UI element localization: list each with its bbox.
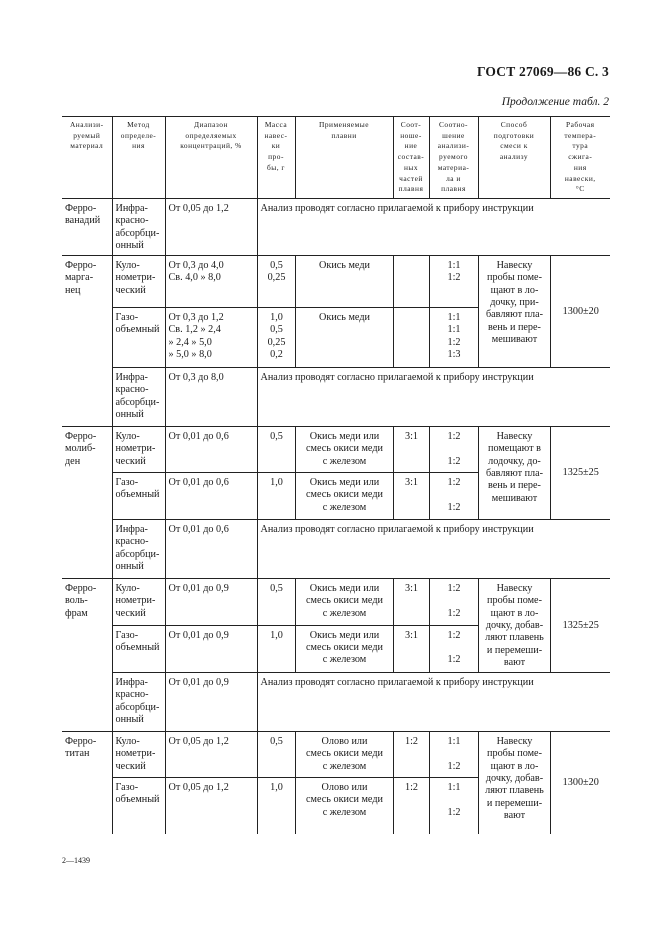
range-cell: От 0,05 до 1,2: [165, 732, 257, 778]
method-cell: Газо- объемный: [112, 778, 165, 834]
mass-cell: 0,5: [257, 427, 295, 473]
page-title: ГОСТ 27069—86 С. 3: [476, 64, 609, 79]
flux-cell: Олово или смесь окиси меди с железом: [295, 732, 393, 778]
table-continuation-label: Продолжение табл. 2: [501, 96, 609, 108]
range-cell: От 0,01 до 0,6: [165, 427, 257, 473]
ratio-cell: 1:1 1:2: [429, 778, 478, 834]
mass-cell: 0,5 0,25: [257, 256, 295, 308]
flux-parts-cell: 3:1: [393, 473, 429, 520]
method-cell: Инфра- красно- абсорбци- онный: [112, 673, 165, 732]
mass-cell: 0,5: [257, 579, 295, 626]
range-cell: От 0,01 до 0,9: [165, 579, 257, 626]
table-header-row: [62, 117, 610, 199]
analysis-methods-table: [62, 116, 610, 834]
range-cell: От 0,3 до 4,0 Св. 4,0 » 8,0: [165, 256, 257, 308]
ratio-cell: 1:1 1:2: [429, 732, 478, 778]
ratio-cell: 1:2 1:2: [429, 473, 478, 520]
page-footer-code: 2—1439: [62, 856, 90, 865]
method-cell: Куло- нометри- ческий: [112, 256, 165, 308]
table-row: [62, 673, 610, 732]
ratio-cell: 1:2 1:2: [429, 579, 478, 626]
method-cell: Газо- объемный: [112, 308, 165, 368]
temperature-cell: 1300±20: [550, 732, 610, 834]
temperature-cell: 1325±25: [550, 427, 610, 520]
flux-parts-cell: 1:2: [393, 732, 429, 778]
ratio-cell: 1:1 1:1 1:2 1:3: [429, 308, 478, 368]
preparation-cell: Навеску пробы поме- щают в ло- дочку, добав- ляют плавень и перемеши- вают: [478, 732, 550, 834]
range-cell: От 0,3 до 1,2 Св. 1,2 » 2,4 » 2,4 » 5,0 » 5,0 » 8,0: [165, 308, 257, 368]
table-row: [62, 520, 610, 579]
instruction-note-cell: Анализ проводят согласно прилагаемой к прибору инструкции: [257, 520, 610, 579]
mass-cell: 1,0: [257, 625, 295, 673]
method-cell: Инфра- красно- абсорбци- онный: [112, 198, 165, 255]
flux-cell: Окись меди или смесь окиси меди с железом: [295, 427, 393, 473]
range-cell: От 0,01 до 0,9: [165, 673, 257, 732]
col-header-flux-parts: Соот- ноше- ние состав- ных частей плавня: [393, 117, 429, 199]
table-row: [62, 198, 610, 255]
temperature-cell: 1300±20: [550, 256, 610, 368]
analyte-cell: Ферро- воль- фрам: [62, 579, 112, 732]
mass-cell: 1,0: [257, 778, 295, 834]
mass-cell: 1,0: [257, 473, 295, 520]
instruction-note-cell: Анализ проводят согласно прилагаемой к прибору инструкции: [257, 673, 610, 732]
col-header-ratio: Соотно- шение анализи- руемого материа- ла и плавня: [429, 117, 478, 199]
table-row: [62, 368, 610, 427]
instruction-note-cell: Анализ проводят согласно прилагаемой к прибору инструкции: [257, 368, 610, 427]
col-header-range: Диапазон определяемых концентраций, %: [165, 117, 257, 199]
table-row: [62, 427, 610, 473]
col-header-flux: Применяемые плавни: [295, 117, 393, 199]
mass-cell: 0,5: [257, 732, 295, 778]
flux-cell: Окись меди или смесь окиси меди с железом: [295, 625, 393, 673]
analyte-cell: Ферро- ванадий: [62, 198, 112, 255]
flux-parts-cell: [393, 308, 429, 368]
ratio-cell: 1:1 1:2: [429, 256, 478, 308]
temperature-cell: 1325±25: [550, 579, 610, 673]
flux-parts-cell: 3:1: [393, 579, 429, 626]
method-cell: Газо- объемный: [112, 473, 165, 520]
col-header-method: Метод определе- ния: [112, 117, 165, 199]
range-cell: От 0,01 до 0,9: [165, 625, 257, 673]
table-row: [62, 579, 610, 626]
analyte-cell: Ферро- молиб- ден: [62, 427, 112, 579]
flux-cell: Окись меди: [295, 308, 393, 368]
flux-parts-cell: 1:2: [393, 778, 429, 834]
flux-cell: Олово или смесь окиси меди с железом: [295, 778, 393, 834]
analyte-cell: Ферро- титан: [65, 736, 97, 760]
table-row: [62, 732, 610, 778]
col-header-preparation: Способ подготовки смеси к анализу: [478, 117, 550, 199]
table-row: [62, 256, 610, 308]
method-cell: Куло- нометри- ческий: [112, 579, 165, 626]
col-header-mass: Масса навес- ки про- бы, г: [257, 117, 295, 199]
range-cell: От 0,3 до 8,0: [165, 368, 257, 427]
flux-cell: Окись меди или смесь окиси меди с железом: [295, 579, 393, 626]
method-cell: Куло- нометри- ческий: [112, 732, 165, 778]
ratio-cell: 1:2 1:2: [429, 625, 478, 673]
range-cell: От 0,01 до 0,6: [165, 473, 257, 520]
range-cell: От 0,01 до 0,6: [165, 520, 257, 579]
instruction-note-cell: Анализ проводят согласно прилагаемой к прибору инструкции: [257, 198, 610, 255]
flux-cell: Окись меди: [295, 256, 393, 308]
col-header-temperature: Рабочая темпера- тура сжига- ния навески, °С: [550, 117, 610, 199]
flux-parts-cell: 3:1: [393, 625, 429, 673]
method-cell: Куло- нометри- ческий: [112, 427, 165, 473]
col-header-analyte: Анализи- руемый материал: [62, 117, 112, 199]
ratio-cell: 1:2 1:2: [429, 427, 478, 473]
flux-parts-cell: 3:1: [393, 427, 429, 473]
analyte-cell: Ферро- марга- нец: [62, 256, 112, 427]
method-cell: Газо- объемный: [112, 625, 165, 673]
flux-cell: Окись меди или смесь окиси меди с железом: [295, 473, 393, 520]
method-cell: Инфра- красно- абсорбци- онный: [112, 520, 165, 579]
preparation-cell: Навеску помещают в лодочку, до- бавляют пла- вень и пере- мешивают: [478, 427, 550, 520]
flux-parts-cell: [393, 256, 429, 308]
range-cell: От 0,05 до 1,2: [165, 198, 257, 255]
preparation-cell: Навеску пробы поме- щают в ло- дочку, при- бавляют пла- вень и пере- мешивают: [478, 256, 550, 368]
preparation-cell: Навеску пробы поме- щают в ло- дочку, добав- ляют плавень и перемеши- вают: [478, 579, 550, 673]
method-cell: Инфра- красно- абсорбци- онный: [112, 368, 165, 427]
mass-cell: 1,0 0,5 0,25 0,2: [257, 308, 295, 368]
range-cell: От 0,05 до 1,2: [165, 778, 257, 834]
